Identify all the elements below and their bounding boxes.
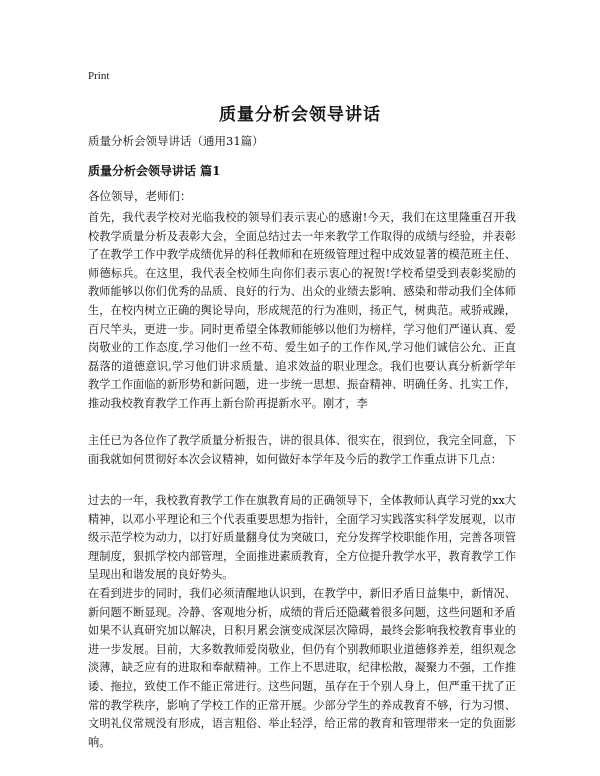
page-title: 质量分析会领导讲话 (219, 105, 381, 125)
document-subtitle: 质量分析会领导讲话（通用31篇） (88, 134, 264, 148)
paragraph: 首先，我代表学校对光临我校的领导们表示衷心的感谢!今天，我们在这里隆重召开我校教学质量分析及表彰大会，全面总结过去一年来教学工作取得的成绩与经验，并表彰了在教学工作中教学成绩优异的科任教师和在班级管理过程中成效显著的模范班主任、师德标兵。在这里，我代表全校师生向你们表示衷心的祝贺!学校希望受到表彰奖励的教师能够以你们优秀的品质、良好的行为、出众的业绩去影响、感染和带动我们全体师生，在校内树立正确的舆论导向，形成规范的行为准则，扬正气，树典范。戒骄戒躁，百尺竿头，更进一步。同时更希望全体教师能够以他们为榜样，学习他们严谨认真、爱岗敬业的工作态度,学习他们一丝不苟、爱生如子的工作作风,学习他们诚信公允、正直磊落的道德意识,学习他们讲求质量、追求效益的职业理念。我们也要认真分析新学年教学工作面临的新形势和新问题，进一步统一思想、振奋精神、明确任务、扎实工作，推动我校教育教学工作再上新台阶再提新水平。刚才，李 (88, 211, 516, 410)
print-link[interactable]: Print (88, 70, 110, 82)
section-heading: 质量分析会领导讲话 篇1 (88, 164, 221, 178)
paragraph: 主任已为各位作了教学质量分析报告，讲的很具体、很实在，很到位，我完全同意，下面我就如何贯彻好本次会议精神，如何做好本学年及今后的教学工作重点讲下几点： (88, 434, 516, 466)
salutation: 各位领导，老师们： (88, 189, 192, 203)
paragraph: 过去的一年，我校教育教学工作在旗教育局的正确领导下，全体教师认真学习党的xx大精神，以邓小平理论和三个代表重要思想为指针，全面学习实践落实科学发展观，以市级示范学校为动力，以打好质量翻身仗为突破口，充分发挥学校职能作用，完善各项管理制度，狠抓学校内部管理，全面推进素质教育，全方位提升教学水平，教育教学工作呈现出和谐发展的良好势头。 (88, 494, 516, 582)
paragraph: 在看到进步的同时，我们必须清醒地认识到，在教学中，新旧矛盾日益集中，新情况、新问题不断显现。冷静、客观地分析，成绩的背后还隐藏着很多问题，这些问题和矛盾如果不认真研究加以解决，日积月累会演变成深层次障碍，最终会影响我校教育事业的进一步发展。目前，大多数教师爱岗敬业，但仍有个别教师职业道德修养差，组织观念淡薄，缺乏应有的进取和奉献精神。工作上不思进取，纪律松散，凝聚力不强，工作推诿、拖拉，致使工作不能正常进行。这些问题，虽存在于个别人身上，但严重干扰了正常的教学秩序，影响了学校工作的正常开展。少部分学生的养成教育不够，行为习惯、文明礼仪常规没有形成，语言粗俗、举止轻浮，给正常的教育和管理带来一定的负面影响。 (88, 587, 516, 749)
